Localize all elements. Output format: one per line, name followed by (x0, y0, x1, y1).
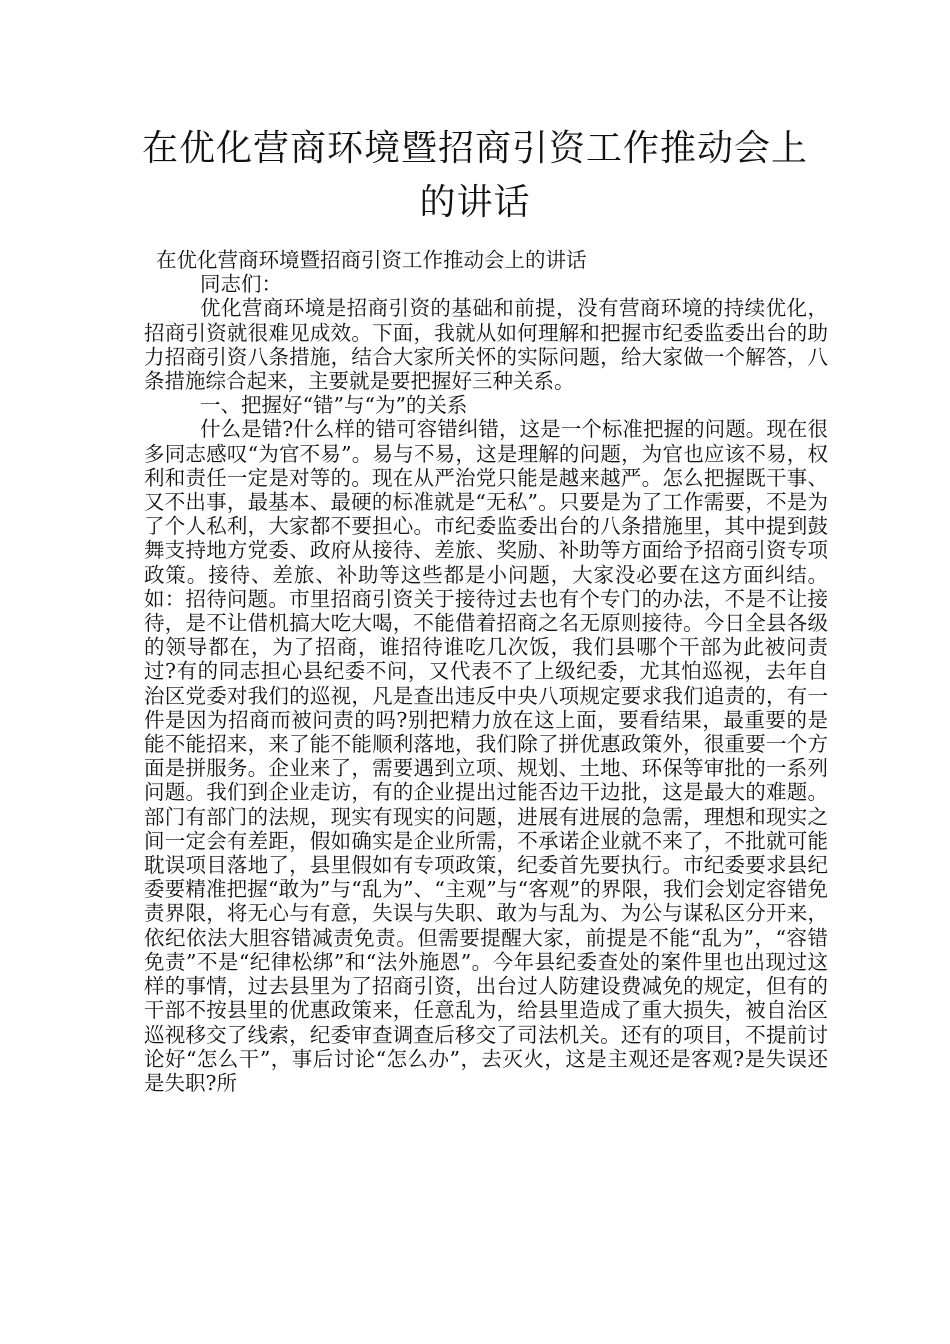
section-heading-1: 一、把握好“错”与“为”的关系 (200, 393, 468, 418)
document-body (144, 248, 828, 1095)
paragraph-section-1: 什么是错?什么样的错可容错纠错，这是一个标准把握的问题。现在很多同志感叹“为官不易”。易与不易，这是理解的问题，为官也应该不易，权利和责任一定是对等的。现在从严治党只能是越来越严。怎么把握既干事、又不出事，最基本、最硬的标准就是“无私”。只要是为了工作需要，不是为了个人私利，大家都不要担心。市纪委监委出台的八条措施里，其中提到鼓舞支持地方党委、政府从接待、差旅、奖励、补助等方面给予招商引资专项政策。接待、差旅、补助等这些都是小问题，大家没必要在这方面纠结。如：招待问题。市里招商引资关于接待过去也有个专门的办法，不是不让接待，是不让借机搞大吃大喝，不能借着招商之名无原则接待。今日全县各级的领导都在，为了招商，谁招待谁吃几次饭，我们县哪个干部为此被问责过?有的同志担心县纪委不问，又代表不了上级纪委，尤其怕巡视，去年自治区党委对我们的巡视，凡是查出违反中央八项规定要求我们追责的，有一件是因为招商而被问责的吗?别把精力放在这上面，要看结果，最重要的是能不能招来，来了能不能顺利落地，我们除了拼优惠政策外，很重要一个方面是拼服务。企业来了，需要遇到立项、规划、土地、环保等审批的一系列问题。我们到企业走访，有的企业提出过能否边干边批，这是最大的难题。部门有部门的法规，现实有现实的问题，进展有进展的急需，理想和现实之间一定会有差距，假如确实是企业所需，不承诺企业就不来了，不批就可能耽误项目落地了，县里假如有专项政策，纪委首先要执行。市纪委要求县纪委要精准把握“敢为”与“乱为”、“主观”与“客观”的界限，我们会划定容错免责界限，将无心与有意，失误与失职、敢为与乱为、为公与谋私区分开来，依纪依法大胆容错减责免责。但需要提醒大家，前提是不能“乱为”，“容错免责”不是“纪律松绑”和“法外施恩”。今年县纪委查处的案件里也出现过这样的事情，过去县里为了招商引资，出台过人防建设费减免的规定，但有的干部不按县里的优惠政策来，任意乱为，给县里造成了重大损失，被自治区巡视移交了线索，纪委审查调查后移交了司法机关。还有的项目，不提前讨论好“怎么干”，事后讨论“怎么办”，去灭火，这是主观还是客观?是失误还是失职?所 (144, 417, 828, 1095)
title-line-1: 在优化营商环境暨招商引资工作推动会上 (141, 128, 808, 169)
title-line-2: 的讲话 (419, 182, 531, 223)
paragraph-intro: 优化营商环境是招商引资的基础和前提，没有营商环境的持续优化，招商引资就很难见成效。下面，我就从如何理解和把握市纪委监委出台的助力招商引资八条措施，结合大家所关怀的实际问题，给大家做一个解答，八条措施综合起来，主要就是要把握好三种关系。 (144, 296, 828, 394)
document-subtitle: 在优化营商环境暨招商引资工作推动会上的讲话 (156, 248, 587, 272)
document-title (120, 122, 830, 230)
salutation: 同志们： (200, 272, 282, 297)
